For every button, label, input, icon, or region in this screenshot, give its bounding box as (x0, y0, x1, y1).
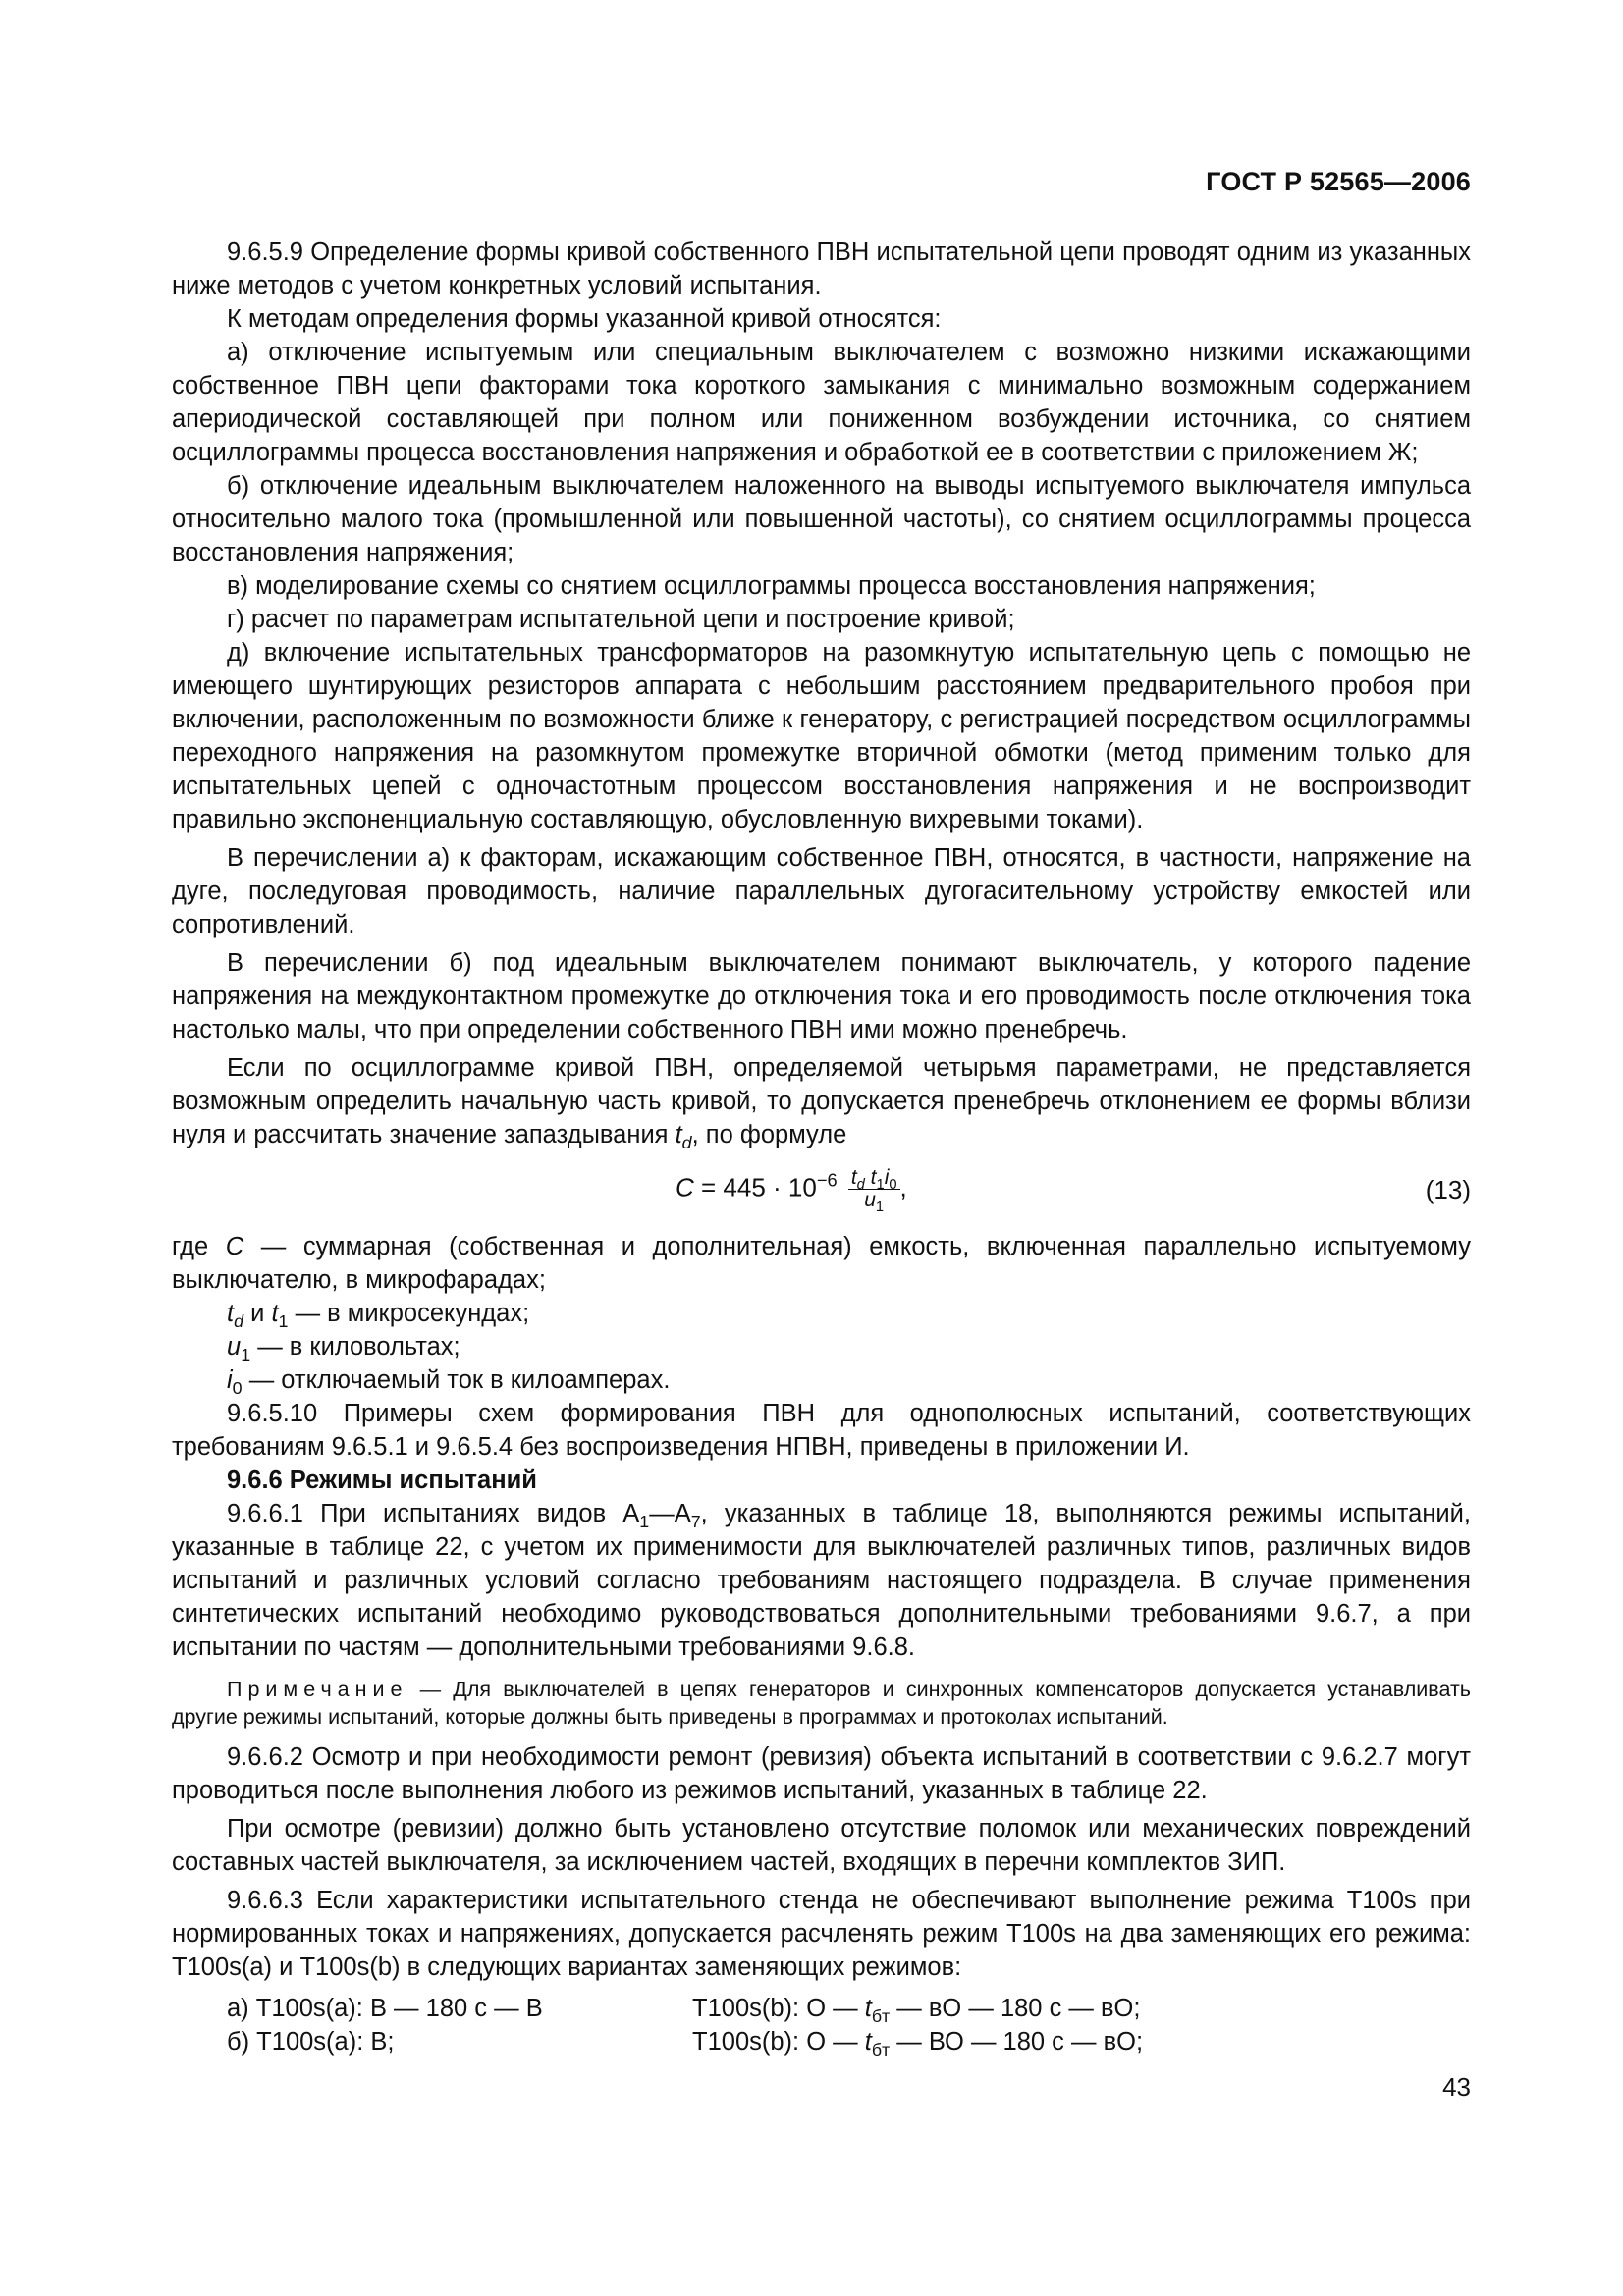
variant-a-right: Т100s(b): О — $t_{бт}$ — вО — 180 с — вО; (692, 1995, 1141, 2027)
equation-number: (13) (1425, 1175, 1471, 1204)
formula-definitions (172, 1230, 1471, 1397)
list-item-v: в) моделирование схемы со снятием осциллограммы процесса восстановления напряжения; (227, 572, 1316, 600)
definition-td-t1: $t_d$ и $t_1$ — в микросекундах; (227, 1300, 530, 1332)
paragraph-9-6-6-2: 9.6.6.2 Осмотр и при необходимости ремонт (ревизия) объекта испытаний в соответствии с 9.6.2.7 могут проводиться после выполнения любого из режимов испытаний, указанных в таблице 22. (172, 1743, 1471, 1804)
variant-a-left: а) Т100s(a): В — 180 с — В (227, 1995, 543, 2022)
document-body (172, 236, 1471, 2058)
definition-i0: $i_0$ — отключаемый ток в килоамперах. (227, 1366, 671, 1399)
paragraph-9-6-5-10: 9.6.5.10 Примеры схем формирования ПВН для однополюсных испытаний, соответствующих требованиям 9.6.5.1 и 9.6.5.4 без воспроизведения НПВН, приведены в приложении И. (172, 1400, 1471, 1461)
list-item-d: д) включение испытательных трансформаторов на разомкнутую испытательную цепь с помощью не имеющего шунтирующих резисторов аппарата с небольшим расстоянием предварительного пробоя при включении, расположенным по возможности ближе к генератору, с регистрацией посредством осциллограммы переходного напряжения на разомкнутом промежутке вторичной обмотки (метод применим только для испытательных цепей с одночастотным процессом восстановления напряжения и не воспроизводит правильно экспоненциальную составляющую, обусловленную вихревыми токами). (172, 639, 1471, 833)
definition-c: где C — суммарная (собственная и дополнительная) емкость, включенная параллельно испытуемому выключателю, в микрофарадах; (172, 1233, 1471, 1294)
section-heading-9-6-6: 9.6.6 Режимы испытаний (227, 1467, 537, 1494)
paragraph-delay-calc: Если по осциллограмме кривой ПВН, определяемой четырьмя параметрами, не представляется возможным определить начальную часть кривой, то допускается пренебречь отклонением ее формы вблизи нуля и рассчитать значение запаздывания $t_d$, по формуле (172, 1054, 1471, 1153)
list-item-g: г) расчет по параметрам испытательной цепи и построение кривой; (227, 606, 1015, 633)
paragraph-ideal-switch: В перечислении б) под идеальным выключателем понимают выключатель, у которого падение напряжения на междуконтактном промежутке до отключения тока и его проводимость после отключения тока настолько малы, что при определении собственного ПВН ими можно пренебречь. (172, 949, 1471, 1043)
paragraph-factors: В перечислении а) к факторам, искажающим собственное ПВН, относятся, в частности, напряжение на дуге, последуговая проводимость, наличие параллельных дугогасительному устройству емкостей или сопротивлений. (172, 844, 1471, 938)
paragraph-9-6-5-9: 9.6.5.9 Определение формы кривой собственного ПВН испытательной цепи проводят одним из указанных ниже методов с учетом конкретных условий испытания. (172, 239, 1471, 299)
paragraph-methods-intro: К методам определения формы указанной кривой относятся: (227, 305, 942, 333)
page-number: 43 (1442, 2072, 1471, 2102)
note-block (172, 1676, 1471, 1731)
list-item-b: б) отключение идеальным выключателем наложенного на выводы испытуемого выключателя импульса относительно малого тока (промышленной или повышенной частоты), со снятием осциллограммы процесса восстановления напряжения; (172, 472, 1471, 566)
variant-b-right: Т100s(b): О — $t_{бт}$ — ВО — 180 с — вО; (692, 2028, 1144, 2060)
note-text: — Для выключателей в цепях генераторов и синхронных компенсаторов допускается устанавливать другие режимы испытаний, которые должны быть приведены в программах и протоколах испытаний. (172, 1678, 1471, 1729)
definition-u1: $u_1$ — в киловольтах; (227, 1333, 460, 1365)
paragraph-inspection: При осмотре (ревизии) должно быть установлено отсутствие поломок или механических повреждений составных частей выключателя, за исключением частей, входящих в перечни комплектов ЗИП. (172, 1815, 1471, 1876)
formula-fraction: $\frac{t_d t_1i_0}{u_1}$ (848, 1167, 900, 1211)
replacement-variants (172, 1992, 1471, 2058)
formula-13 (172, 1161, 1471, 1220)
formula-expression: $C = 445 \cdot 10^{-6}$ $\frac{t_d t_1i_0}{u_1}$ , (676, 1166, 907, 1216)
paragraph-9-6-6-3: 9.6.6.3 Если характеристики испытательного стенда не обеспечивают выполнение режима Т100s при нормированных токах и напряжениях, допускается расчленять режим Т100s на два заменяющих его режима: Т100s(a) и Т100s(b) в следующих вариантах заменяющих режимов: (172, 1887, 1471, 1981)
variant-row-a (172, 1992, 1471, 2025)
variant-row-b (172, 2025, 1471, 2058)
paragraph-9-6-6-1: 9.6.6.1 При испытаниях видов $А_1—А_7$, указанных в таблице 18, выполняются режимы испытаний, указанные в таблице 22, с учетом их применимости для выключателей различных типов, различных видов испытаний и различных условий согласно требованиям настоящего подраздела. В случае применения синтетических испытаний необходимо руководствоваться дополнительными требованиями 9.6.7, а при испытании по частям — дополнительными требованиями 9.6.8. (172, 1500, 1471, 1661)
note-label: Примечание (227, 1678, 408, 1701)
document-header: ГОСТ Р 52565—2006 (1206, 167, 1471, 196)
variant-b-left: б) Т100s(a): В; (227, 2028, 395, 2056)
list-item-a: а) отключение испытуемым или специальным выключателем с возможно низкими искажающими собственное ПВН цепи факторами тока короткого замыкания с минимально возможным содержанием апериодической составляющей при полном или пониженном возбуждении источника, со снятием осциллограммы процесса восстановления напряжения и обработкой ее в соответствии с приложением Ж; (172, 339, 1471, 466)
